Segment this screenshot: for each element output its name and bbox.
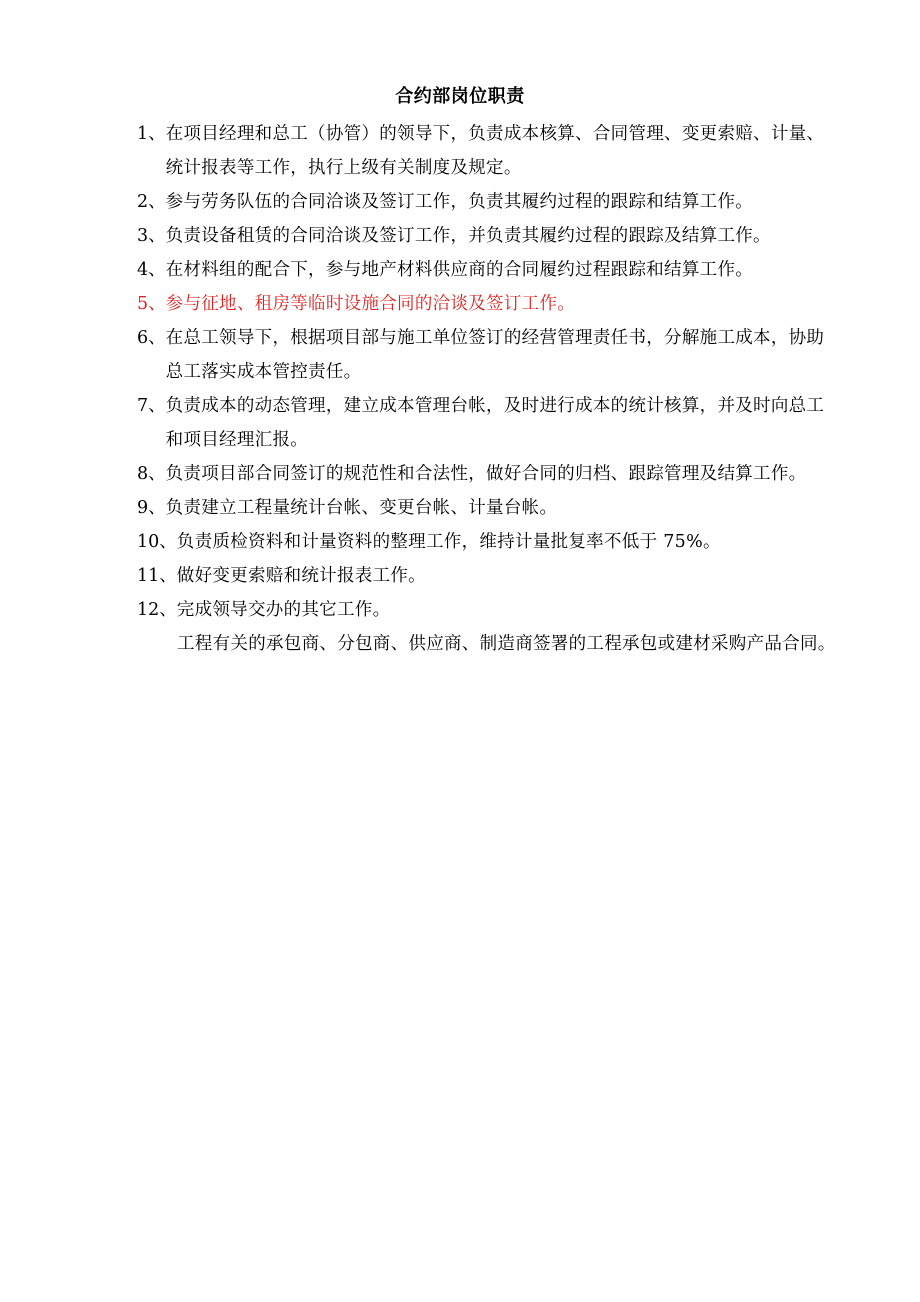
item-text: 负责成本的动态管理，建立成本管理台帐，及时进行成本的统计核算，并及时向总工和项目经理汇报。 (165, 396, 825, 450)
item-text: 在项目经理和总工（协管）的领导下，负责成本核算、合同管理、变更索赔、计量、统计报表等工作，执行上级有关制度及规定。 (165, 124, 825, 178)
item-number: 11、 (137, 566, 177, 586)
item-number: 6、 (137, 328, 166, 348)
item-number: 8、 (137, 464, 166, 484)
item-number: 5、 (137, 294, 166, 314)
item-number: 7、 (137, 396, 166, 416)
item-text: 负责建立工程量统计台帐、变更台帐、计量台帐。 (165, 498, 558, 518)
duty-list (137, 117, 837, 661)
item-number: 10、 (137, 532, 177, 552)
item-number: 9、 (137, 498, 166, 518)
list-item (137, 491, 837, 525)
item-number: 12、 (137, 600, 177, 620)
list-item (137, 253, 837, 287)
item-text: 负责设备租赁的合同洽谈及签订工作，并负责其履约过程的跟踪及结算工作。 (165, 226, 771, 246)
item-text: 参与征地、租房等临时设施合同的洽谈及签订工作。 (165, 294, 576, 314)
list-item (137, 525, 837, 559)
list-item (137, 117, 837, 185)
note-paragraph: 工程有关的承包商、分包商、供应商、制造商签署的工程承包或建材采购产品合同。 (177, 634, 836, 654)
page-title: 合约部岗位职责 (395, 86, 525, 107)
item-text: 做好变更索赔和统计报表工作。 (176, 566, 426, 586)
list-item (137, 185, 837, 219)
item-text: 负责质检资料和计量资料的整理工作，维持计量批复率不低于 75%。 (176, 532, 721, 552)
item-number: 3、 (137, 226, 166, 246)
item-text: 参与劳务队伍的合同洽谈及签订工作，负责其履约过程的跟踪和结算工作。 (165, 192, 754, 212)
list-item (137, 219, 837, 253)
item-text: 在材料组的配合下，参与地产材料供应商的合同履约过程跟踪和结算工作。 (165, 260, 754, 280)
list-item (137, 321, 837, 389)
list-item-highlighted (137, 287, 837, 321)
item-number: 1、 (137, 124, 166, 144)
list-item (137, 457, 837, 491)
list-item (137, 389, 837, 457)
item-text: 负责项目部合同签订的规范性和合法性，做好合同的归档、跟踪管理及结算工作。 (165, 464, 807, 484)
list-item (137, 593, 837, 627)
item-text: 完成领导交办的其它工作。 (176, 600, 391, 620)
item-number: 2、 (137, 192, 166, 212)
list-item (137, 559, 837, 593)
item-number: 4、 (137, 260, 166, 280)
item-text: 在总工领导下，根据项目部与施工单位签订的经营管理责任书，分解施工成本，协助总工落实成本管控责任。 (165, 328, 825, 382)
